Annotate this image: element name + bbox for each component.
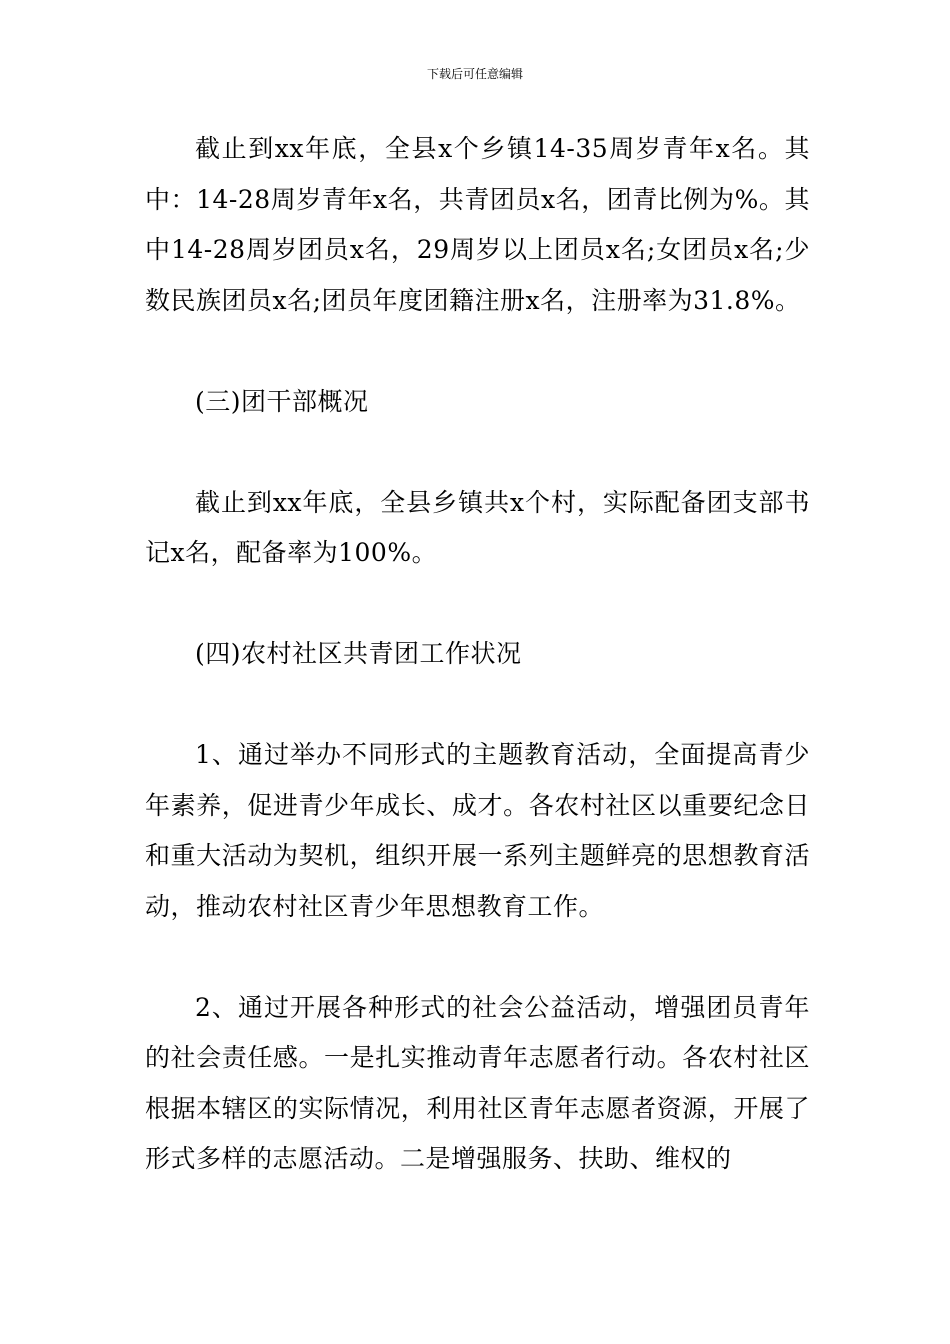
- paragraph-item-2: 2、通过开展各种形式的社会公益活动，增强团员青年的社会责任感。一是扎实推动青年志愿者行动。各农村社区根据本辖区的实际情况，利用社区青年志愿者资源，开展了形式多样的志愿活动。二是增强服务、扶助、维权的: [145, 992, 810, 1173]
- paragraph-item-1: 1、通过举办不同形式的主题教育活动，全面提高青少年素养，促进青少年成长、成才。各农村社区以重要纪念日和重大活动为契机，组织开展一系列主题鲜亮的思想教育活动，推动农村社区青少年思想教育工作。: [145, 740, 810, 921]
- paragraph-cadres: 截止到xx年底，全县乡镇共x个村，实际配备团支部书记x名，配备率为100%。: [145, 487, 810, 567]
- paragraph-statistics: 截止到xx年底，全县x个乡镇14-35周岁青年x名。其中：14-28周岁青年x名，共青团员x名，团青比例为%。其中14-28周岁团员x名，29周岁以上团员x名;女团员x名;少数民族团员x名;团员年度团籍注册x名，注册率为31.8%。: [145, 134, 810, 315]
- page-header: 下载后可任意编辑: [426, 67, 523, 81]
- section-heading-cadres: (三)团干部概况: [195, 386, 369, 416]
- document-body: [145, 124, 810, 1185]
- section-heading-community-work: (四)农村社区共青团工作状况: [195, 639, 522, 668]
